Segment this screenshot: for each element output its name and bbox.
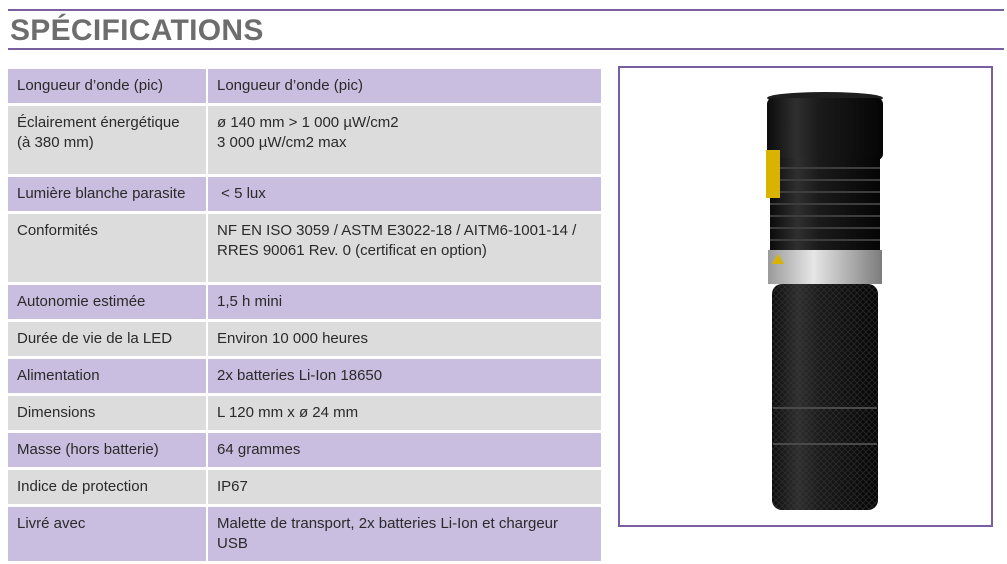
spec-value-line: 2x batteries Li-Ion 18650: [217, 367, 383, 384]
header-bottom-rule: [8, 48, 1004, 50]
spec-value-line: ø 140 mm > 1 000 µW/cm2: [217, 114, 399, 131]
spec-value-protection: [208, 470, 601, 504]
spec-value-line: L 120 mm x ø 24 mm: [217, 404, 359, 421]
table-row: [8, 69, 601, 103]
spec-value-line: 3 000 µW/cm2 max: [217, 134, 347, 151]
flashlight-head: [767, 98, 883, 160]
spec-value-wavelength: [208, 69, 601, 103]
spec-label-dimensions: Dimensions: [8, 396, 208, 430]
table-row: [8, 507, 601, 561]
spec-value-compliance: [208, 214, 601, 282]
spec-label-mass: Masse (hors batterie): [8, 433, 208, 467]
spec-value-delivered-with: [208, 507, 601, 561]
spec-label-irradiance: Éclairement énergétique (à 380 mm): [8, 106, 208, 174]
spec-label-led-life: Durée de vie de la LED: [8, 322, 208, 356]
spec-value-irradiance: [208, 106, 601, 174]
spec-value-line: NF EN ISO 3059 / ASTM E3022-18 / AITM6-1001-14 / RRES 90061 Rev. 0 (certificat en option): [217, 222, 577, 259]
spec-value-dimensions: [208, 396, 601, 430]
table-row: [8, 470, 601, 504]
header-top-rule: [8, 9, 1004, 11]
spec-value-power: [208, 359, 601, 393]
table-row: [8, 433, 601, 467]
table-row: [8, 106, 601, 174]
spec-label-white-light: Lumière blanche parasite: [8, 177, 208, 211]
table-row: [8, 359, 601, 393]
product-image-frame: [618, 66, 993, 527]
spec-value-white-light: [208, 177, 601, 211]
warning-label-icon: [766, 150, 780, 198]
table-row: [8, 396, 601, 430]
spec-value-led-life: [208, 322, 601, 356]
spec-value-line: Environ 10 000 heures: [217, 330, 368, 347]
spec-value-line: 64 grammes: [217, 441, 301, 458]
spec-value-line: 1,5 h mini: [217, 293, 283, 310]
spec-value-autonomy: [208, 285, 601, 319]
spec-label-protection: Indice de protection: [8, 470, 208, 504]
flashlight-ring: [768, 250, 882, 284]
spec-value-mass: [208, 433, 601, 467]
table-row: [8, 322, 601, 356]
spec-label-autonomy: Autonomie estimée: [8, 285, 208, 319]
table-row: [8, 177, 601, 211]
spec-label-compliance: Conformités: [8, 214, 208, 282]
specifications-table: [8, 66, 601, 564]
spec-value-line: Malette de transport, 2x batteries Li-Ion et chargeur USB: [217, 515, 559, 552]
spec-value-line: IP67: [217, 478, 248, 495]
spec-label-delivered-with: Livré avec: [8, 507, 208, 561]
page-title: SPÉCIFICATIONS: [10, 14, 264, 47]
table-row: [8, 285, 601, 319]
uv-flashlight-image: [620, 68, 991, 525]
spec-value-line: < 5 lux: [217, 185, 266, 202]
table-row: [8, 214, 601, 282]
spec-label-power: Alimentation: [8, 359, 208, 393]
spec-value-line: Longueur d’onde (pic): [217, 77, 363, 94]
spec-label-wavelength: Longueur d’onde (pic): [8, 69, 208, 103]
